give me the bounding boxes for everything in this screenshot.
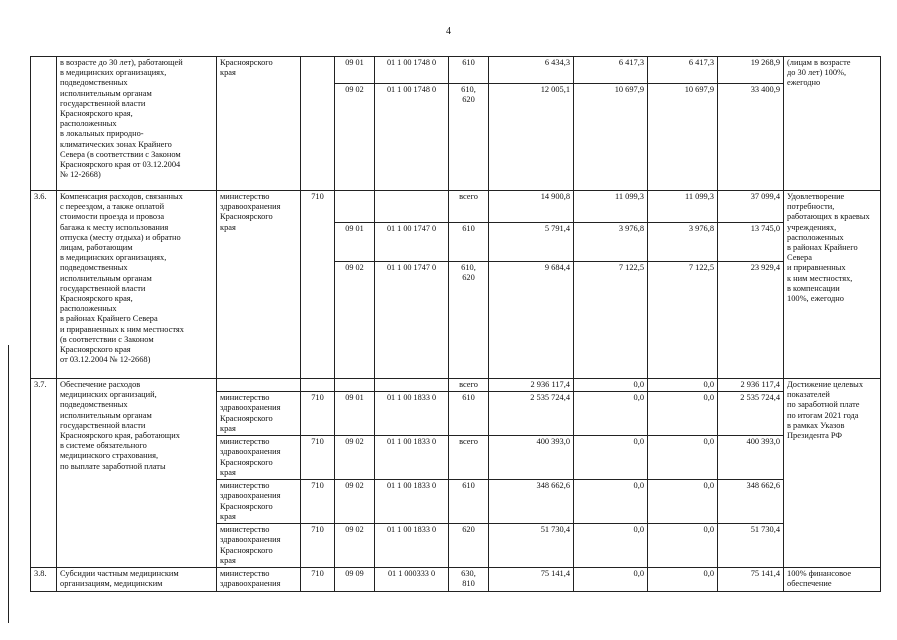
item-name: Компенсация расходов, связанных с переездом, а также оплатой стоимости проезда и провоза багажа к месту использования отпуска (месту отдыха) и обратно лицам, работающим в медицинских организациях, подведомственных исполнительным органам государственной власти Красноярского края, расположенных в районах Крайнего Севера и приравненных к ним местностях (в соответствии с Законом Красноярского края от 03.12.2004 № 12-2668) bbox=[57, 191, 217, 379]
item-name: в возрасте до 30 лет), работающей в медицинских организациях, подведомственных исполнительным органам государственной власти Красноярского края, расположенных в локальных природно- климатических зонах Крайнего Севера (в соответствии с Законом Красноярского края от 03.12.2004 № 12-2668) bbox=[57, 57, 217, 191]
section-code: 09 02 bbox=[335, 524, 375, 568]
year1-amount: 5 791,4 bbox=[489, 223, 574, 262]
expense-type-code: 610 bbox=[449, 57, 489, 84]
chief-administrator bbox=[217, 379, 301, 392]
year1-amount: 51 730,4 bbox=[489, 524, 574, 568]
section-code: 09 09 bbox=[335, 568, 375, 592]
expense-type-code: 610, 620 bbox=[449, 84, 489, 191]
section-code bbox=[335, 379, 375, 392]
year2-amount: 0,0 bbox=[574, 436, 648, 480]
grbs-code: 710 bbox=[301, 568, 335, 592]
target-article-code: 01 1 00 1833 0 bbox=[375, 524, 449, 568]
year2-amount: 7 122,5 bbox=[574, 262, 648, 379]
total-amount: 23 929,4 bbox=[718, 262, 784, 379]
year1-amount: 2 535 724,4 bbox=[489, 392, 574, 436]
year3-amount: 0,0 bbox=[648, 436, 718, 480]
section-code: 09 02 bbox=[335, 84, 375, 191]
program-activities-table bbox=[30, 56, 881, 592]
expected-result: (лицам в возрасте до 30 лет) 100%, ежегодно bbox=[784, 57, 881, 191]
expense-type-code: всего bbox=[449, 191, 489, 223]
item-name: Субсидии частным медицинским организациям, медицинским bbox=[57, 568, 217, 592]
target-article-code: 01 1 00 1748 0 bbox=[375, 84, 449, 191]
total-amount: 37 099,4 bbox=[718, 191, 784, 223]
section-code: 09 02 bbox=[335, 480, 375, 524]
total-amount: 51 730,4 bbox=[718, 524, 784, 568]
section-code: 09 01 bbox=[335, 57, 375, 84]
year3-amount: 7 122,5 bbox=[648, 262, 718, 379]
grbs-code: 710 bbox=[301, 191, 335, 379]
year3-amount: 3 976,8 bbox=[648, 223, 718, 262]
year2-amount: 0,0 bbox=[574, 480, 648, 524]
year1-amount: 9 684,4 bbox=[489, 262, 574, 379]
grbs-code bbox=[301, 57, 335, 191]
year2-amount: 3 976,8 bbox=[574, 223, 648, 262]
grbs-code: 710 bbox=[301, 480, 335, 524]
year3-amount: 0,0 bbox=[648, 524, 718, 568]
grbs-code: 710 bbox=[301, 392, 335, 436]
year2-amount: 0,0 bbox=[574, 524, 648, 568]
expense-type-code: 610 bbox=[449, 392, 489, 436]
year1-amount: 75 141,4 bbox=[489, 568, 574, 592]
total-amount: 348 662,6 bbox=[718, 480, 784, 524]
page-number: 4 bbox=[446, 26, 451, 37]
item-number: 3.8. bbox=[31, 568, 57, 592]
chief-administrator: министерство здравоохранения Красноярского края bbox=[217, 524, 301, 568]
expected-result: Достижение целевых показателей по заработной плате по итогам 2021 года в рамках Указов Президента РФ bbox=[784, 379, 881, 568]
item-name: Обеспечение расходов медицинских организаций, подведомственных исполнительным органам государственной власти Красноярского края, работающих в системе обязательного медицинского страхования, по выплате заработной платы bbox=[57, 379, 217, 568]
chief-administrator: министерство здравоохранения Красноярского края bbox=[217, 392, 301, 436]
year2-amount: 11 099,3 bbox=[574, 191, 648, 223]
year3-amount: 0,0 bbox=[648, 379, 718, 392]
section-code: 09 02 bbox=[335, 436, 375, 480]
expense-type-code: 610 bbox=[449, 223, 489, 262]
target-article-code: 01 1 00 1748 0 bbox=[375, 57, 449, 84]
section-code bbox=[335, 191, 375, 223]
year2-amount: 0,0 bbox=[574, 568, 648, 592]
year1-amount: 12 005,1 bbox=[489, 84, 574, 191]
expense-type-code: 610, 620 bbox=[449, 262, 489, 379]
target-article-code: 01 1 00 1747 0 bbox=[375, 262, 449, 379]
item-number: 3.7. bbox=[31, 379, 57, 568]
margin-line bbox=[8, 345, 9, 623]
table-row bbox=[31, 191, 881, 223]
target-article-code: 01 1 00 1833 0 bbox=[375, 436, 449, 480]
grbs-code: 710 bbox=[301, 436, 335, 480]
total-amount: 13 745,0 bbox=[718, 223, 784, 262]
year2-amount: 6 417,3 bbox=[574, 57, 648, 84]
year1-amount: 14 900,8 bbox=[489, 191, 574, 223]
section-code: 09 02 bbox=[335, 262, 375, 379]
chief-administrator: Красноярского края bbox=[217, 57, 301, 191]
item-number: 3.6. bbox=[31, 191, 57, 379]
year1-amount: 6 434,3 bbox=[489, 57, 574, 84]
target-article-code: 01 1 00 1833 0 bbox=[375, 392, 449, 436]
chief-administrator: министерство здравоохранения bbox=[217, 568, 301, 592]
target-article-code: 01 1 00 1833 0 bbox=[375, 480, 449, 524]
chief-administrator: министерство здравоохранения Красноярского края bbox=[217, 480, 301, 524]
target-article-code: 01 1 000333 0 bbox=[375, 568, 449, 592]
table-row bbox=[31, 57, 881, 84]
year1-amount: 348 662,6 bbox=[489, 480, 574, 524]
total-amount: 2 936 117,4 bbox=[718, 379, 784, 392]
year3-amount: 10 697,9 bbox=[648, 84, 718, 191]
chief-administrator: министерство здравоохранения Красноярского края bbox=[217, 191, 301, 379]
year3-amount: 6 417,3 bbox=[648, 57, 718, 84]
grbs-code bbox=[301, 379, 335, 392]
total-amount: 400 393,0 bbox=[718, 436, 784, 480]
total-amount: 2 535 724,4 bbox=[718, 392, 784, 436]
total-amount: 75 141,4 bbox=[718, 568, 784, 592]
chief-administrator: министерство здравоохранения Красноярского края bbox=[217, 436, 301, 480]
total-amount: 33 400,9 bbox=[718, 84, 784, 191]
expense-type-code: 610 bbox=[449, 480, 489, 524]
table-row bbox=[31, 568, 881, 592]
expense-type-code: 620 bbox=[449, 524, 489, 568]
section-code: 09 01 bbox=[335, 223, 375, 262]
section-code: 09 01 bbox=[335, 392, 375, 436]
year2-amount: 0,0 bbox=[574, 379, 648, 392]
target-article-code bbox=[375, 191, 449, 223]
year1-amount: 400 393,0 bbox=[489, 436, 574, 480]
year1-amount: 2 936 117,4 bbox=[489, 379, 574, 392]
table-row bbox=[31, 379, 881, 392]
expense-type-code: 630, 810 bbox=[449, 568, 489, 592]
expected-result: Удовлетворение потребности, работающих в краевых учреждениях, расположенных в районах Крайнего Севера и приравненных к ним местностях, в компенсации 100%, ежегодно bbox=[784, 191, 881, 379]
expense-type-code: всего bbox=[449, 379, 489, 392]
year2-amount: 10 697,9 bbox=[574, 84, 648, 191]
expected-result: 100% финансовое обеспечение bbox=[784, 568, 881, 592]
total-amount: 19 268,9 bbox=[718, 57, 784, 84]
year2-amount: 0,0 bbox=[574, 392, 648, 436]
target-article-code bbox=[375, 379, 449, 392]
year3-amount: 0,0 bbox=[648, 480, 718, 524]
year3-amount: 0,0 bbox=[648, 568, 718, 592]
year3-amount: 0,0 bbox=[648, 392, 718, 436]
grbs-code: 710 bbox=[301, 524, 335, 568]
year3-amount: 11 099,3 bbox=[648, 191, 718, 223]
expense-type-code: всего bbox=[449, 436, 489, 480]
item-number bbox=[31, 57, 57, 191]
target-article-code: 01 1 00 1747 0 bbox=[375, 223, 449, 262]
